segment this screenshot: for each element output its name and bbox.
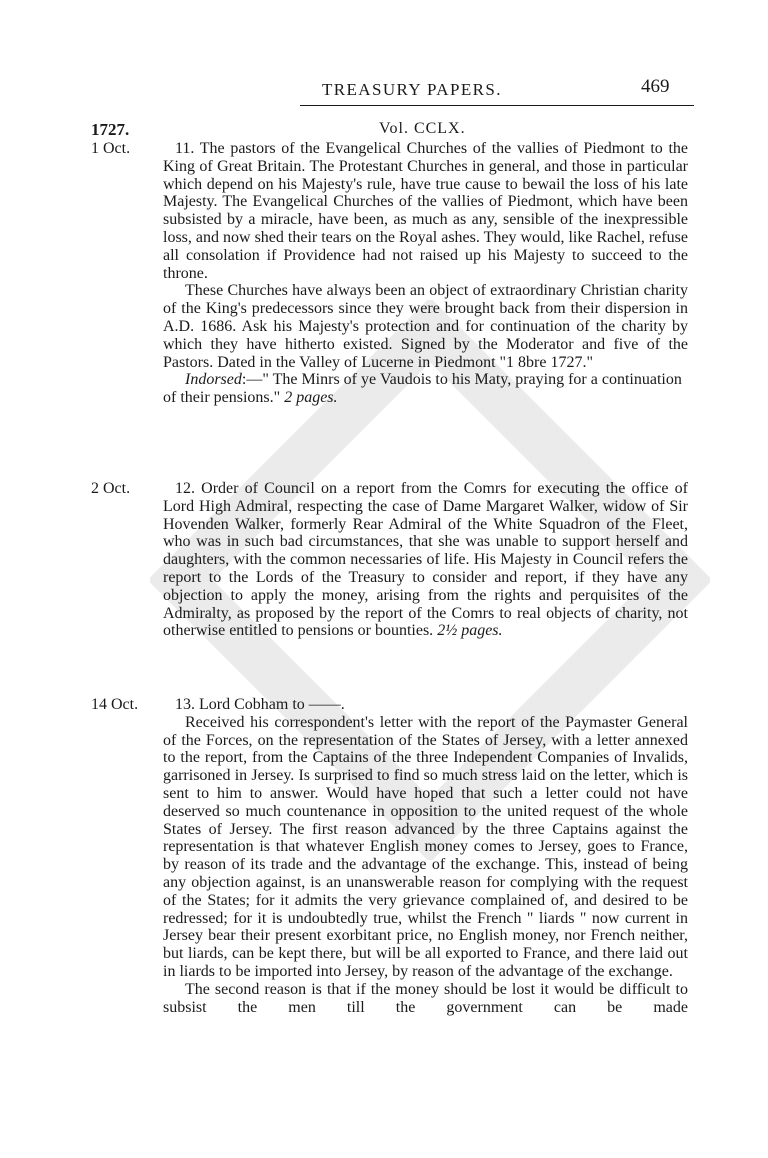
entry-11 <box>163 140 688 407</box>
entry-paragraph <box>163 480 688 640</box>
running-title: TREASURY PAPERS. <box>322 80 502 99</box>
entry-paragraph <box>163 140 688 282</box>
endorsement <box>163 371 688 407</box>
entry-number: 12. <box>175 480 195 497</box>
entry-12 <box>163 480 688 640</box>
entry-number: 13. <box>175 696 195 713</box>
entry-paragraph: Received his correspondent's letter with the report of the Paymaster General of the Forces, on the representation of the States of Jersey, with a letter annexed to the report, from the Captains of the three Independent Companies of Invalids, garrisoned in Jersey. Is surprised to find so much stress laid on the letter, which is sent to him to answer. Would have hoped that such a letter could not have deserved so much countenance in opposition to the united request of the whole States of Jersey. The first reason advanced by the three Captains against the representation is that whatever English money comes to Jersey, goes to France, by reason of its trade and the advantage of the exchange. This, instead of being any objection against, is an unanswerable reason for complying with the request of the States; for it admits the very grievance complained of, and desired to be redressed; for it is undoubtedly true, whilst the French " liards " now current in Jersey bear their present exorbitant price, no English money, nor French neither, but liards, can be kept there, but will be all exported to France, and there laid out in liards to be imported into Jersey, by reason of the advantage of the exchange. <box>163 713 688 980</box>
entry-paragraph-text: The pastors of the Evangelical Churches of the vallies of Piedmont to the King of Great Britain. The Protestant Churches in general, and those in particular which depend on his Majesty's rule, have true cause to bewail the loss of his late Majesty. The Evangelical Churches of the vallies of Piedmont, which have been subsisted by a miracle, have been, as much as any, sensible of the inexpressible loss, and now shed their tears on the Royal ashes. They would, like Rachel, refuse all consolation if Providence had not raised up his Majesty to succeed to the throne. <box>163 140 688 282</box>
page-header <box>0 76 768 106</box>
page-count: 2½ pages. <box>437 622 503 640</box>
page-number: 469 <box>641 76 670 97</box>
entry-date: 2 Oct. <box>91 480 131 497</box>
entry-date: 1 Oct. <box>91 140 131 157</box>
entry-13 <box>163 696 688 1016</box>
volume-heading: Vol. CCLX. <box>379 120 466 137</box>
header-rule <box>300 105 694 106</box>
entry-number: 11. <box>175 140 195 157</box>
endorsement-label: Indorsed <box>185 371 242 389</box>
entry-paragraph-text: Order of Council on a report from the Comrs for executing the office of Lord High Admiral, respecting the case of Dame Margaret Walker, widow of Sir Hovenden Walker, formerly Rear Admiral of the White Squadron of the Fleet, who was in such bad circumstances, that she was unable to support herself and daughters, with the common necessaries of life. His Majesty in Council refers the report to the Lords of the Treasury to consider and report, if they have any objection to apply the money, arising from the rights and perquisites of the Admiralty, as proposed by the report of the Comrs to real objects of charity, not otherwise entitled to pensions or bounties. <box>163 480 689 640</box>
year-label: 1727. <box>91 120 130 139</box>
endorsement-text: :—" The Minrs of ye Vaudois to his Maty, praying for a continuation of their pensions." <box>163 371 682 407</box>
entry-date: 14 Oct. <box>91 696 139 713</box>
page-count: 2 pages. <box>284 389 338 407</box>
entry-paragraph: These Churches have always been an object of extraordinary Christian charity of the King's predecessors since they were brought back from their dispersion in A.D. 1686. Ask his Majesty's protection and for continuation of the charity by which they have hitherto existed. Signed by the Moderator and five of the Pastors. Dated in the Valley of Lucerne in Piedmont "1 8bre 1727." <box>163 282 688 371</box>
entry-heading-text: Lord Cobham to ——. <box>199 696 345 713</box>
entry-paragraph: The second reason is that if the money should be lost it would be difficult to subsist the men till the government can be made <box>163 980 688 1016</box>
entry-heading <box>163 696 688 714</box>
